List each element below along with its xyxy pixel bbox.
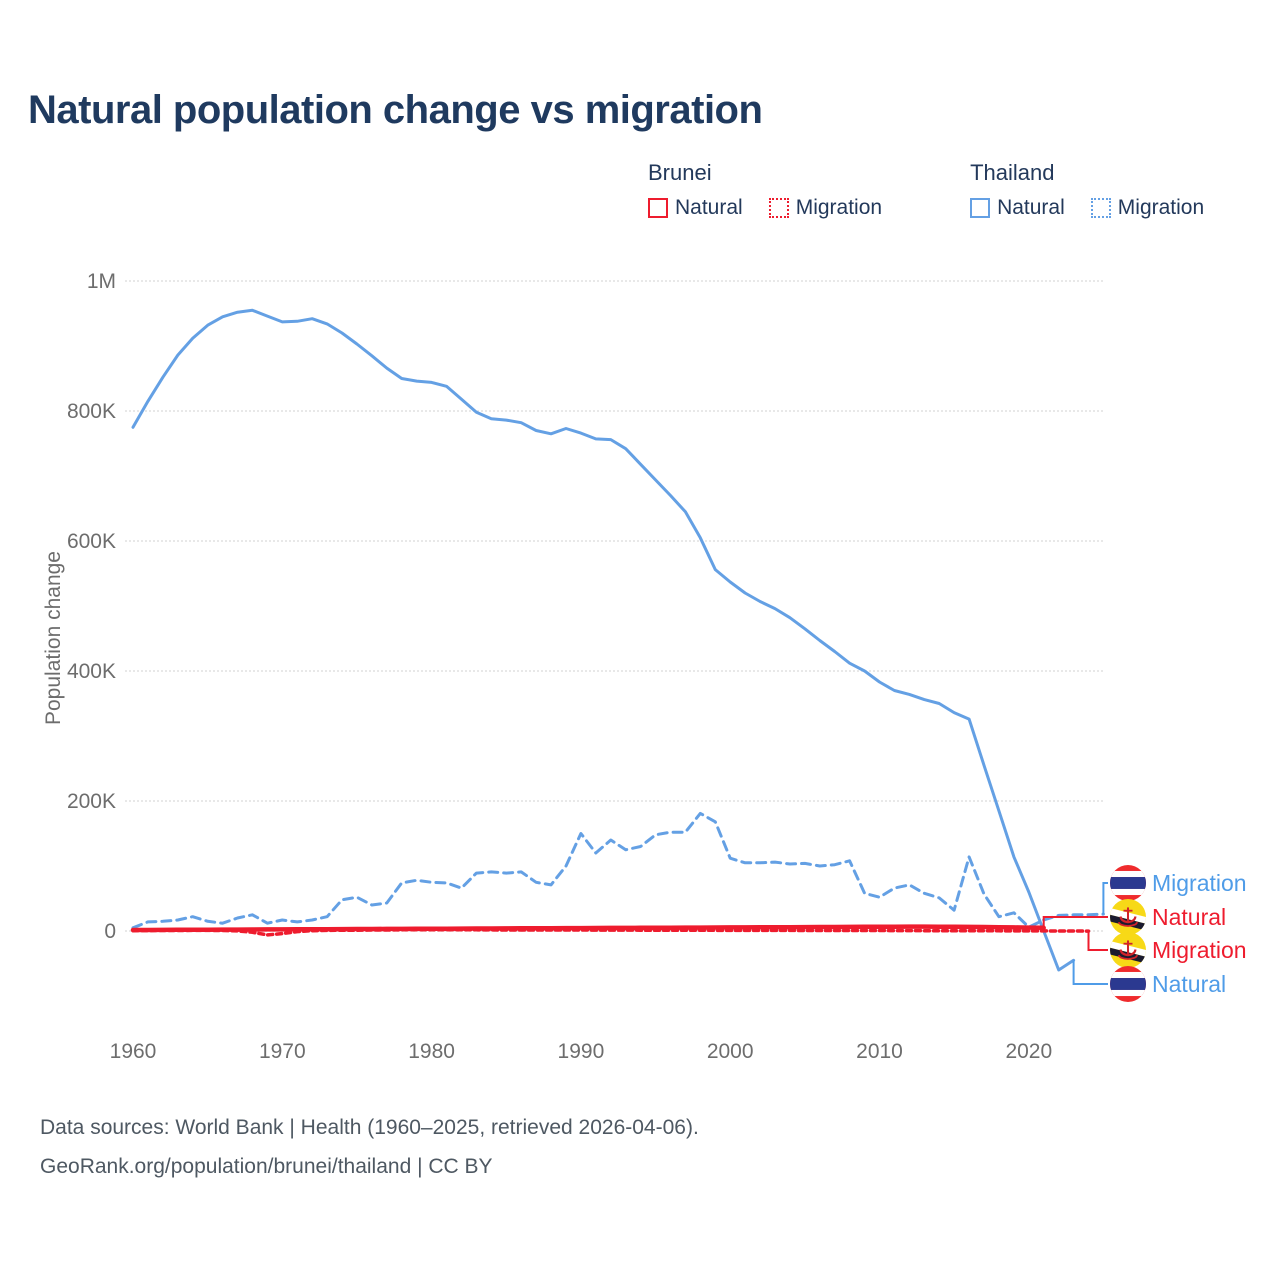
annotation-brunei-natural xyxy=(1110,899,1226,935)
svg-text:400K: 400K xyxy=(66,660,116,683)
svg-text:200K: 200K xyxy=(66,790,116,813)
thailand-flag-icon xyxy=(1110,966,1146,1002)
legend-header-thailand: Thailand xyxy=(970,160,1055,185)
legend-item-label: Natural xyxy=(997,196,1065,219)
brunei-flag-icon xyxy=(1110,932,1146,968)
footer xyxy=(40,1108,699,1186)
annotation-label: Migration xyxy=(1152,936,1247,963)
svg-text:1990: 1990 xyxy=(557,1040,605,1063)
annotation-thailand-migration xyxy=(1110,865,1247,901)
legend-item-label: Natural xyxy=(675,196,743,219)
legend-header-brunei: Brunei xyxy=(648,160,712,185)
svg-text:2000: 2000 xyxy=(706,1040,754,1063)
svg-text:1M: 1M xyxy=(86,270,116,293)
annotation-brunei-migration xyxy=(1110,932,1247,968)
svg-text:800K: 800K xyxy=(66,400,116,423)
footer-attribution: GeoRank.org/population/brunei/thailand | CC BY xyxy=(40,1155,493,1178)
svg-text:1970: 1970 xyxy=(258,1040,306,1063)
svg-text:1960: 1960 xyxy=(109,1040,157,1063)
annotation-label: Natural xyxy=(1152,903,1227,930)
thailand-flag-icon xyxy=(1110,865,1146,901)
annotation-label: Natural xyxy=(1152,970,1227,997)
svg-text:2010: 2010 xyxy=(856,1040,903,1063)
legend-item-label: Migration xyxy=(1117,196,1205,219)
annotation-thailand-natural xyxy=(1110,966,1226,1002)
annotation-label: Migration xyxy=(1152,869,1247,896)
page-title: Natural population change vs migration xyxy=(28,88,763,132)
svg-text:600K: 600K xyxy=(66,530,116,553)
legend-item-label: Migration xyxy=(795,196,883,219)
y-axis-title: Population change xyxy=(42,551,65,725)
footer-sources: Data sources: World Bank | Health (1960–2025, retrieved 2026-04-06). xyxy=(40,1116,699,1139)
svg-text:2020: 2020 xyxy=(1005,1040,1053,1063)
svg-text:1980: 1980 xyxy=(408,1040,455,1063)
svg-text:0: 0 xyxy=(104,920,116,943)
brunei-flag-icon xyxy=(1110,899,1146,935)
